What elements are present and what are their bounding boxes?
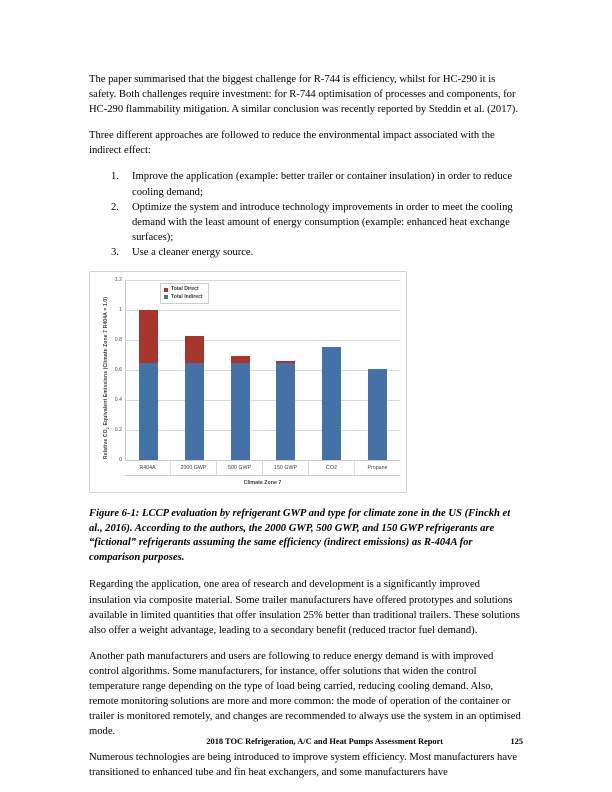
- paragraph-3: Regarding the application, one area of research and development is a significantly improved insulation via composite material. Some trailer manufacturers have offered prototypes and solutions available in limited quantities that offer insulation 25% better than traditional trailers. These solutions also offer a weight advantage, leading to a secondary benefit (reduced tractor fuel demand).: [89, 579, 520, 636]
- bar-segment-total-direct: [185, 336, 204, 362]
- list-item: Optimize the system and introduce technology improvements in order to meet the cooling demand with the least amount of energy consumption (example: enhanced heat exchange surfaces);: [132, 201, 513, 243]
- x-axis-tick-label: 150 GWP: [263, 461, 309, 475]
- bar-group: [126, 280, 172, 460]
- figure-6-1: [89, 271, 523, 565]
- x-axis-tick-label: CO2: [309, 461, 355, 475]
- x-axis-tick-label: Propane: [367, 465, 388, 472]
- y-axis-tick-label: 0.4: [114, 397, 122, 404]
- y-axis-tick-label: 1.2: [114, 277, 122, 284]
- paragraph-1: The paper summarised that the biggest challenge for R-744 is efficiency, whilst for HC-290 it is safety. Both challenges require investment: for R-744 optimisation of processes and components, for HC-290 flammability mitigation. A similar conclusion was recently reported by Steddin et al. (2017).: [89, 74, 518, 116]
- chart-bars: [126, 280, 400, 460]
- bar-group: [217, 280, 263, 460]
- paragraph-2: Three different approaches are followed to reduce the environmental impact associated with the indirect effect:: [89, 130, 495, 157]
- page-content: [89, 72, 523, 792]
- bar-segment-total-direct: [139, 310, 158, 363]
- bar-stack: [322, 347, 341, 460]
- bar-stack: [368, 369, 387, 461]
- legend-swatch-icon: [164, 295, 168, 299]
- bar-stack: [139, 310, 158, 460]
- chart-legend: [160, 283, 209, 304]
- bar-group: [172, 280, 218, 460]
- y-axis-tick-label: 0.6: [114, 367, 122, 374]
- y-axis-tick-label: 0.8: [114, 337, 122, 344]
- legend-entry-total-indirect: [164, 294, 203, 302]
- bar-group: [354, 280, 400, 460]
- bar-segment-total-indirect: [276, 363, 295, 461]
- list-item: Use a cleaner energy source.: [132, 246, 254, 258]
- legend-entry-total-direct: [164, 286, 203, 294]
- bar-segment-total-indirect: [185, 363, 204, 461]
- x-axis-tick-label: 2000 GWP: [171, 461, 217, 475]
- y-axis-tick-label: 0.2: [114, 427, 122, 434]
- bar-stack: [276, 361, 295, 460]
- bar-segment-total-indirect: [231, 363, 250, 461]
- legend-swatch-icon: [164, 288, 168, 292]
- bar-segment-total-indirect: [322, 347, 341, 460]
- approach-list: [89, 169, 523, 260]
- list-item: Improve the application (example: better trailer or container insulation) in order to reduce cooling demand;: [132, 171, 513, 198]
- y-axis-label-pre: Relative CO: [103, 429, 109, 460]
- bar-group: [309, 280, 355, 460]
- bar-stack: [231, 356, 250, 460]
- y-axis-tick-label: 0: [119, 457, 122, 464]
- bar-segment-total-indirect: [368, 369, 387, 461]
- bar-stack: [185, 336, 204, 460]
- x-axis-tick-label: R404A: [125, 461, 171, 475]
- footer-page-number: 125: [510, 737, 523, 746]
- paragraph-5: Numerous technologies are being introduced to improve system efficiency. Most manufacturers have transitioned to enhanced tube and fin heat exchangers, and some manufacturers have: [89, 752, 518, 779]
- chart-x-axis-labels: [125, 460, 400, 476]
- footer-title: 2018 TOC Refrigeration, A/C and Heat Pumps Assessment Report: [206, 737, 444, 746]
- y-axis-label-post: Equivalent Emissions (Climate Zone 7 R404A = 1.0): [103, 296, 109, 428]
- bar-segment-total-indirect: [139, 363, 158, 461]
- lccp-bar-chart: [89, 271, 407, 493]
- chart-x-axis-title: Climate Zone 7: [243, 480, 282, 487]
- legend-label: Total Direct: [171, 286, 199, 293]
- legend-label: Total Indirect: [171, 293, 203, 300]
- chart-plot-area: [114, 277, 400, 464]
- y-axis-label-subscript: 2: [105, 427, 111, 430]
- figure-caption: Figure 6-1: LCCP evaluation by refrigerant GWP and type for climate zone in the US (Finckh et al., 2016). According to the authors, the 2000 GWP, 500 GWP, and 150 GWP refrigerants are “fictional” refrigerants assuming the same efficiency (indirect emissions) as R-404A for comparison purposes.: [89, 508, 511, 563]
- paragraph-4: Another path manufacturers and users are following to reduce energy demand is with improved control algorithms. Some manufacturers, for instance, offer solutions that widen the control temperature range depending on the type of load being carried, reducing cooling demand. Also, remote monitoring solutions are more and more common: the mode of operation of the container or trailer is monitored remotely, and changes are recommended to always use the system in an optimised mode.: [89, 650, 521, 738]
- chart-y-axis-label: [99, 269, 113, 487]
- bar-group: [263, 280, 309, 460]
- y-axis-tick-label: 1: [119, 307, 122, 314]
- x-axis-tick-label: 500 GWP: [217, 461, 263, 475]
- page-footer: [89, 737, 523, 746]
